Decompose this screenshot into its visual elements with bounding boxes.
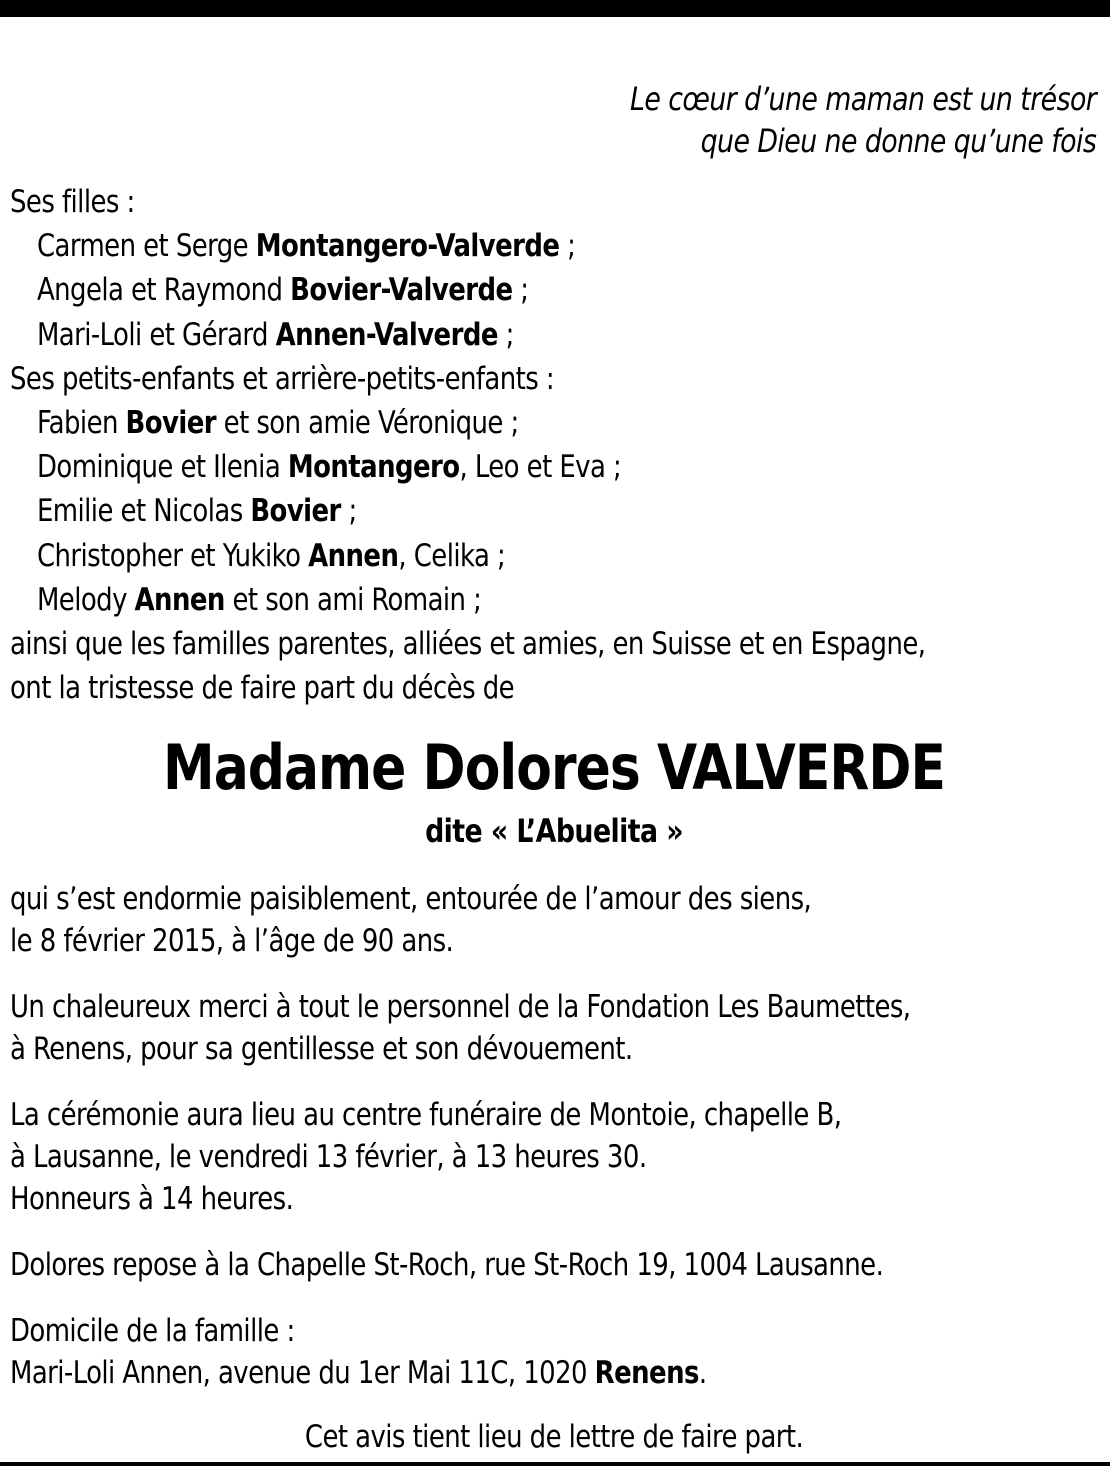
- paragraph-line: à Lausanne, le vendredi 13 février, à 13 heures 30.: [10, 1139, 647, 1176]
- surname: Annen: [308, 537, 399, 574]
- paragraph-line: qui s’est endormie paisiblement, entourée de l’amour des siens,: [10, 881, 812, 918]
- line-suffix: ;: [512, 272, 529, 309]
- bottom-border-rule: [0, 1462, 1110, 1466]
- epigraph: [10, 78, 1096, 162]
- repose-paragraph: [10, 1244, 1024, 1286]
- given-names: Emilie et Nicolas: [36, 493, 251, 530]
- family-member-line: [10, 534, 1024, 578]
- closing-note: Cet avis tient lieu de lettre de faire part.: [304, 1419, 804, 1456]
- daughters-section: [10, 180, 1024, 357]
- domicile-heading: Domicile de la famille :: [10, 1313, 295, 1350]
- daughters-heading: Ses filles :: [10, 184, 135, 220]
- paragraph-line: La cérémonie aura lieu au centre funéraire de Montoie, chapelle B,: [10, 1097, 842, 1134]
- deceased-block: [10, 728, 1098, 854]
- thanks-paragraph: [10, 986, 1024, 1070]
- epigraph-line: que Dieu ne donne qu’une fois: [700, 122, 1097, 160]
- given-names: Dominique et Ilenia: [36, 449, 288, 486]
- deceased-name: Madame Dolores VALVERDE: [162, 731, 946, 805]
- surname: Montangero: [287, 449, 460, 486]
- given-names: Carmen et Serge: [36, 228, 256, 265]
- given-names: Fabien: [36, 405, 126, 442]
- domicile-paragraph: [10, 1310, 1024, 1394]
- paragraph-line: Honneurs à 14 heures.: [10, 1181, 294, 1218]
- family-member-line: [10, 578, 1024, 622]
- grandchildren-heading: Ses petits-enfants et arrière-petits-enfants :: [10, 360, 555, 397]
- given-names: Mari-Loli et Gérard: [36, 316, 276, 353]
- address-text: Mari-Loli Annen, avenue du 1er Mai 11C, 1020: [10, 1355, 595, 1392]
- surname: Annen: [134, 581, 225, 618]
- top-border-rule: [0, 0, 1110, 17]
- given-names: Melody: [36, 581, 135, 618]
- given-names: Christopher et Yukiko: [36, 537, 309, 574]
- line-suffix: .: [698, 1355, 707, 1392]
- families-line: ainsi que les familles parentes, alliées et amies, en Suisse et en Espagne,: [10, 626, 926, 663]
- line-suffix: et son ami Romain ;: [224, 581, 482, 618]
- line-suffix: , Celika ;: [398, 537, 506, 574]
- ceremony-paragraph: [10, 1094, 1024, 1220]
- deceased-nickname: dite « L’Abuelita »: [425, 812, 684, 851]
- family-member-line: [10, 224, 1024, 268]
- paragraph-line: le 8 février 2015, à l’âge de 90 ans.: [10, 923, 454, 960]
- domicile-address: [10, 1352, 1024, 1394]
- epigraph-line: Le cœur d’une maman est un trésor: [630, 80, 1097, 118]
- families-section: [10, 622, 1024, 710]
- announcement-line: ont la tristesse de faire part du décès de: [10, 670, 515, 707]
- family-member-line: [10, 268, 1024, 312]
- surname: Annen-Valverde: [275, 316, 498, 353]
- given-names: Angela et Raymond: [36, 272, 291, 309]
- line-suffix: ;: [559, 228, 576, 265]
- line-suffix: ;: [340, 493, 357, 530]
- paragraph-line: à Renens, pour sa gentillesse et son dévouement.: [10, 1031, 633, 1068]
- paragraph-line: Un chaleureux merci à tout le personnel de la Fondation Les Baumettes,: [10, 989, 911, 1026]
- surname: Bovier: [250, 493, 341, 530]
- line-suffix: ;: [497, 316, 514, 353]
- passing-paragraph: [10, 878, 1024, 962]
- obituary-notice: [10, 78, 1097, 1458]
- family-member-line: [10, 313, 1024, 357]
- line-suffix: , Leo et Eva ;: [459, 449, 622, 486]
- surname: Bovier-Valverde: [290, 272, 513, 309]
- paragraph-line: Dolores repose à la Chapelle St-Roch, rue St-Roch 19, 1004 Lausanne.: [10, 1247, 884, 1284]
- surname: Bovier: [125, 405, 216, 442]
- family-member-line: [10, 445, 1024, 489]
- line-suffix: et son amie Véronique ;: [215, 405, 519, 442]
- family-member-line: [10, 489, 1024, 533]
- address-city: Renens: [594, 1355, 699, 1392]
- grandchildren-section: [10, 357, 1024, 622]
- family-member-line: [10, 401, 1024, 445]
- surname: Montangero-Valverde: [255, 228, 560, 265]
